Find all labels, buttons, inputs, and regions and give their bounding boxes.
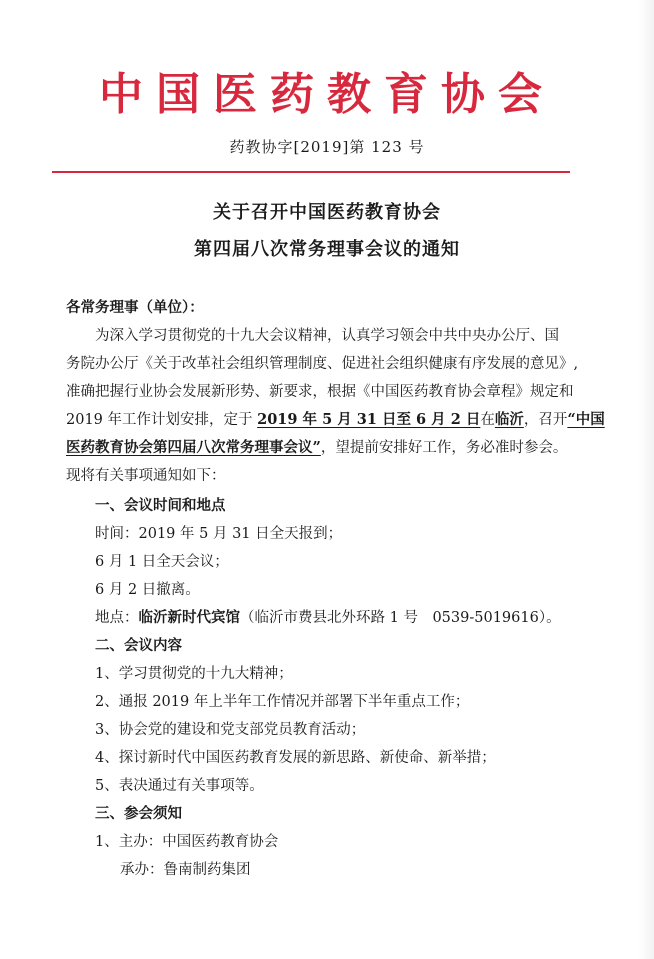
intro-line-2: 务院办公厅《关于改革社会组织管理制度、促进社会组织健康有序发展的意见》, <box>66 356 579 372</box>
section-3-organizer: 承办：鲁南制药集团 <box>120 862 251 878</box>
section-1-time-1: 时间：2019 年 5 月 31 日全天报到； <box>95 526 343 542</box>
intro-line-4-part-b: 在 <box>480 412 495 428</box>
section-3-host: 1、主办：中国医药教育协会 <box>95 834 279 850</box>
document-number: 药教协字[2019]第 123 号 <box>229 138 425 156</box>
section-2-item-5: 5、表决通过有关事项等。 <box>95 778 264 794</box>
section-2-heading: 二、会议内容 <box>95 637 182 654</box>
section-1-time-2: 6 月 1 日全天会议； <box>95 554 229 570</box>
place-label: 地点： <box>95 610 139 626</box>
section-1-heading: 一、会议时间和地点 <box>95 497 226 514</box>
salutation: 各常务理事（单位）： <box>66 299 204 316</box>
section-2-item-1: 1、学习贯彻党的十九大精神； <box>95 666 293 682</box>
section-1-place <box>95 608 561 628</box>
intro-line-5-rest: ，望提前安排好工作，务必准时参会。 <box>320 440 568 456</box>
meeting-dates: 2019 年 5 月 31 日至 6 月 2 日 <box>257 411 481 428</box>
intro-line-4-part-c: ，召开 <box>523 412 568 428</box>
meeting-name-part-1: “中国 <box>567 411 605 428</box>
section-3-heading: 三、参会须知 <box>95 805 182 822</box>
intro-line-5 <box>66 438 567 458</box>
org-name-header: 中国医药教育协会 <box>99 69 555 120</box>
notice-title-line-2: 第四届八次常务理事会议的通知 <box>194 239 460 260</box>
section-2-item-2: 2、通报 2019 年上半年工作情况并部署下半年重点工作； <box>95 694 470 710</box>
intro-line-6: 现将有关事项通知如下： <box>66 468 226 484</box>
place-name: 临沂新时代宾馆 <box>138 609 240 626</box>
notice-title-line-1: 关于召开中国医药教育协会 <box>213 202 441 223</box>
section-2-item-3: 3、协会党的建设和党支部党员教育活动； <box>95 722 366 738</box>
section-1-time-3: 6 月 2 日撤离。 <box>95 582 200 598</box>
intro-line-4 <box>66 410 605 430</box>
meeting-name-part-2: 医药教育协会第四届八次常务理事会议” <box>66 439 321 456</box>
meeting-city: 临沂 <box>494 411 524 428</box>
intro-line-1: 为深入学习贯彻党的十九大会议精神，认真学习领会中共中央办公厅、国 <box>95 328 559 344</box>
header-divider <box>52 171 570 173</box>
intro-line-3: 准确把握行业协会发展新形势、新要求，根据《中国医药教育协会章程》规定和 <box>66 384 574 400</box>
section-2-item-4: 4、探讨新时代中国医药教育发展的新思路、新使命、新举措； <box>95 750 496 766</box>
intro-line-4-part-a: 2019 年工作计划安排，定于 <box>66 412 258 428</box>
place-detail: （临沂市费县北外环路 1 号 0539-5019616）。 <box>240 610 561 626</box>
